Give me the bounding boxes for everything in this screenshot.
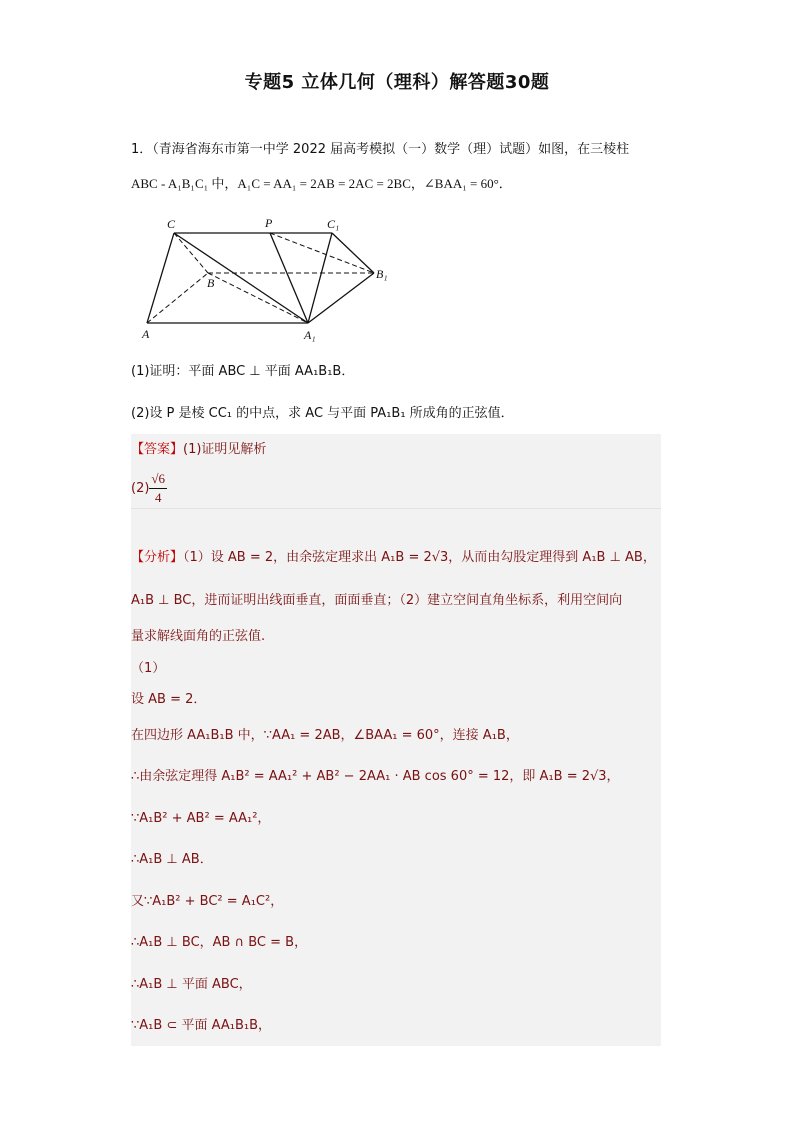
answer-part-1: (1)证明见解析 — [183, 442, 267, 457]
fraction-denominator: 4 — [154, 490, 162, 505]
answer-part-2-prefix: (2) — [131, 481, 150, 496]
question-part-1: (1)证明：平面 ABC ⊥ 平面 AA₁B₁B． — [131, 364, 355, 379]
solution-line: ∴由余弦定理得 A₁B² = AA₁² + AB² − 2AA₁ · AB cos 60° = 12，即 A₁B = 2√3， — [131, 769, 620, 784]
answer-tag: 【答案】 — [131, 442, 184, 457]
label-C1: C₁ — [327, 217, 340, 231]
question-line-2: ABC - A₁B₁C₁ 中，A₁C = AA₁ = 2AB = 2AC = 2BC，∠BAA₁ = 60°． — [131, 176, 512, 191]
analysis-line-1 — [131, 549, 656, 567]
fraction-numerator: √6 — [149, 470, 167, 489]
analysis-line-2: A₁B ⊥ BC，进而证明出线面垂直，面面垂直；（2）建立空间直角坐标系，利用空间向 — [131, 593, 623, 608]
label-A: A — [142, 327, 150, 341]
question-line-1: 1．（青海省海东市第一中学 2022 届高考模拟（一）数学（理）试题）如图，在三棱柱 — [131, 142, 630, 157]
label-B: B — [207, 276, 215, 290]
label-P: P — [265, 216, 273, 230]
divider — [131, 508, 661, 509]
analysis-text-1: （1）设 AB = 2，由余弦定理求出 A₁B = 2√3，从而由勾股定理得到 A₁B ⊥ AB， — [183, 550, 656, 565]
solution-line: 又∵A₁B² + BC² = A₁C²， — [131, 894, 284, 909]
solution-line: ∴A₁B ⊥ BC，AB ∩ BC = B， — [131, 935, 308, 950]
answer-line-1 — [131, 441, 266, 459]
prism-figure — [132, 208, 402, 343]
analysis-tag: 【分析】 — [131, 550, 184, 565]
solution-line: 设 AB = 2． — [131, 692, 207, 707]
solution-line: ∴A₁B ⊥ 平面 ABC， — [131, 977, 252, 992]
answer-line-2 — [131, 470, 167, 507]
solution-line: ∵A₁B² + AB² = AA₁²， — [131, 811, 271, 826]
label-C: C — [167, 217, 176, 231]
answer-fraction — [149, 470, 167, 507]
page-title: 专题5 立体几何（理科）解答题30题 — [244, 72, 550, 93]
analysis-line-3: 量求解线面角的正弦值. — [131, 629, 266, 644]
question-part-2: (2)设 P 是棱 CC₁ 的中点，求 AC 与平面 PA₁B₁ 所成角的正弦值． — [131, 406, 514, 421]
solution-line: 在四边形 AA₁B₁B 中，∵AA₁ = 2AB，∠BAA₁ = 60°，连接 A₁B， — [131, 728, 519, 743]
solution-line: （1） — [131, 661, 166, 676]
label-A1: A₁ — [304, 328, 316, 342]
solution-line: ∵A₁B ⊂ 平面 AA₁B₁B， — [131, 1018, 271, 1033]
label-B1: B₁ — [376, 267, 388, 281]
solution-line: ∴A₁B ⊥ AB． — [131, 852, 213, 867]
